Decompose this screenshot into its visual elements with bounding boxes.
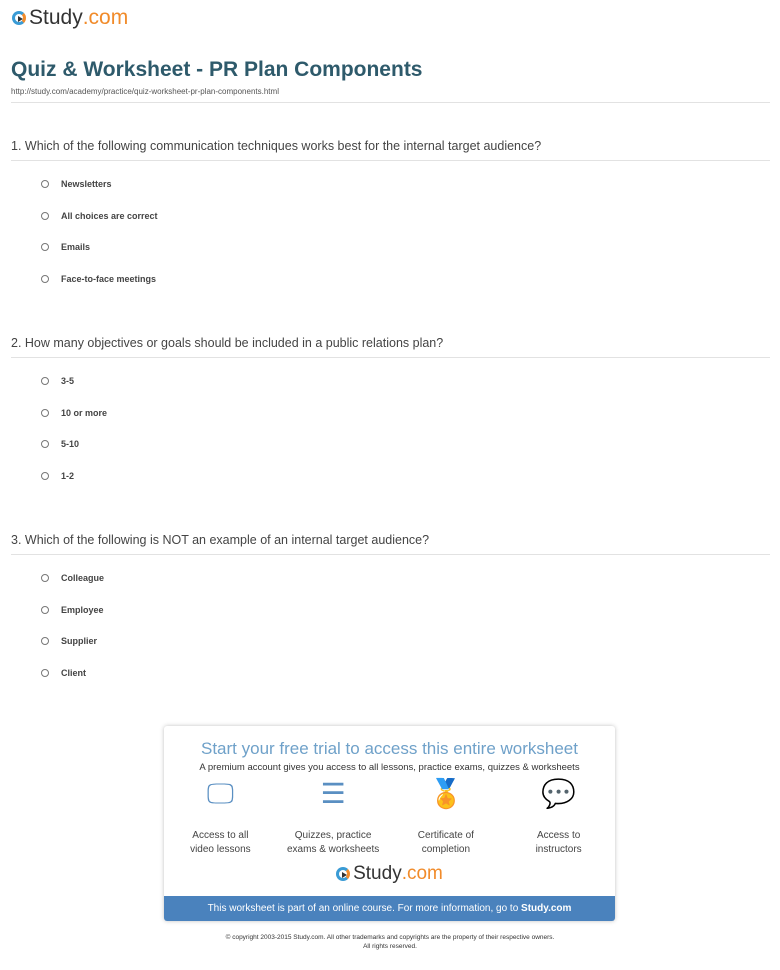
radio-button[interactable] (41, 637, 49, 645)
radio-button[interactable] (41, 377, 49, 385)
list-icon: ☰ (320, 778, 346, 809)
radio-button[interactable] (41, 440, 49, 448)
feature-instructors: 💬 Access to instructors (504, 787, 614, 857)
answer-option[interactable]: Colleague (41, 573, 104, 583)
study-logo[interactable]: Study .com (12, 6, 128, 30)
answer-option[interactable]: Employee (41, 605, 104, 615)
radio-button[interactable] (41, 180, 49, 188)
radio-button[interactable] (41, 275, 49, 283)
course-info-bar: This worksheet is part of an online course. For more information, go to Study.com (164, 896, 615, 921)
answer-option[interactable]: 5-10 (41, 439, 79, 449)
answer-option[interactable]: All choices are correct (41, 211, 158, 221)
radio-button[interactable] (41, 472, 49, 480)
copyright: © copyright 2003-2015 Study.com. All other trademarks and copyrights are the property of their respective owners. All rights reserved. (225, 934, 555, 950)
study-link[interactable]: Study.com (521, 903, 572, 914)
feature-quizzes: ☰ Quizzes, practice exams & worksheets (278, 787, 388, 857)
answer-option[interactable]: 10 or more (41, 408, 107, 418)
promo-title: Start your free trial to access this entire worksheet (201, 739, 578, 758)
page-url[interactable]: http://study.com/academy/practice/quiz-worksheet-pr-plan-components.html (11, 87, 279, 96)
divider (11, 102, 770, 103)
radio-button[interactable] (41, 243, 49, 251)
promo-subtitle: A premium account gives you access to all lessons, practice exams, quizzes & worksheets (199, 762, 580, 773)
feature-certificate: 🏅 Certificate of completion (391, 787, 501, 857)
page-title: Quiz & Worksheet - PR Plan Components (11, 58, 423, 81)
divider (11, 160, 770, 161)
radio-button[interactable] (41, 409, 49, 417)
divider (11, 554, 770, 555)
instructor-chat-icon: 💬 (541, 778, 577, 809)
answer-option[interactable]: 1-2 (41, 471, 74, 481)
question-3: 3. Which of the following is NOT an example of an internal target audience? (11, 533, 430, 547)
promo-logo: Study .com (164, 863, 615, 885)
play-logo-icon (336, 867, 350, 881)
video-monitor-icon: 🖵 (206, 778, 234, 809)
answer-option[interactable]: Client (41, 668, 86, 678)
answer-option[interactable]: Emails (41, 242, 90, 252)
question-1: 1. Which of the following communication techniques works best for the internal target audience? (11, 139, 542, 153)
answer-option[interactable]: 3-5 (41, 376, 74, 386)
answer-option[interactable]: Face-to-face meetings (41, 274, 156, 284)
promo-box (164, 726, 615, 921)
divider (11, 357, 770, 358)
radio-button[interactable] (41, 669, 49, 677)
feature-video: 🖵 Access to all video lessons (165, 787, 275, 857)
radio-button[interactable] (41, 606, 49, 614)
answer-option[interactable]: Supplier (41, 636, 97, 646)
play-logo-icon (12, 11, 26, 25)
radio-button[interactable] (41, 574, 49, 582)
certificate-ribbon-icon: 🏅 (428, 778, 464, 809)
radio-button[interactable] (41, 212, 49, 220)
answer-option[interactable]: Newsletters (41, 179, 112, 189)
question-2: 2. How many objectives or goals should be included in a public relations plan? (11, 336, 444, 350)
